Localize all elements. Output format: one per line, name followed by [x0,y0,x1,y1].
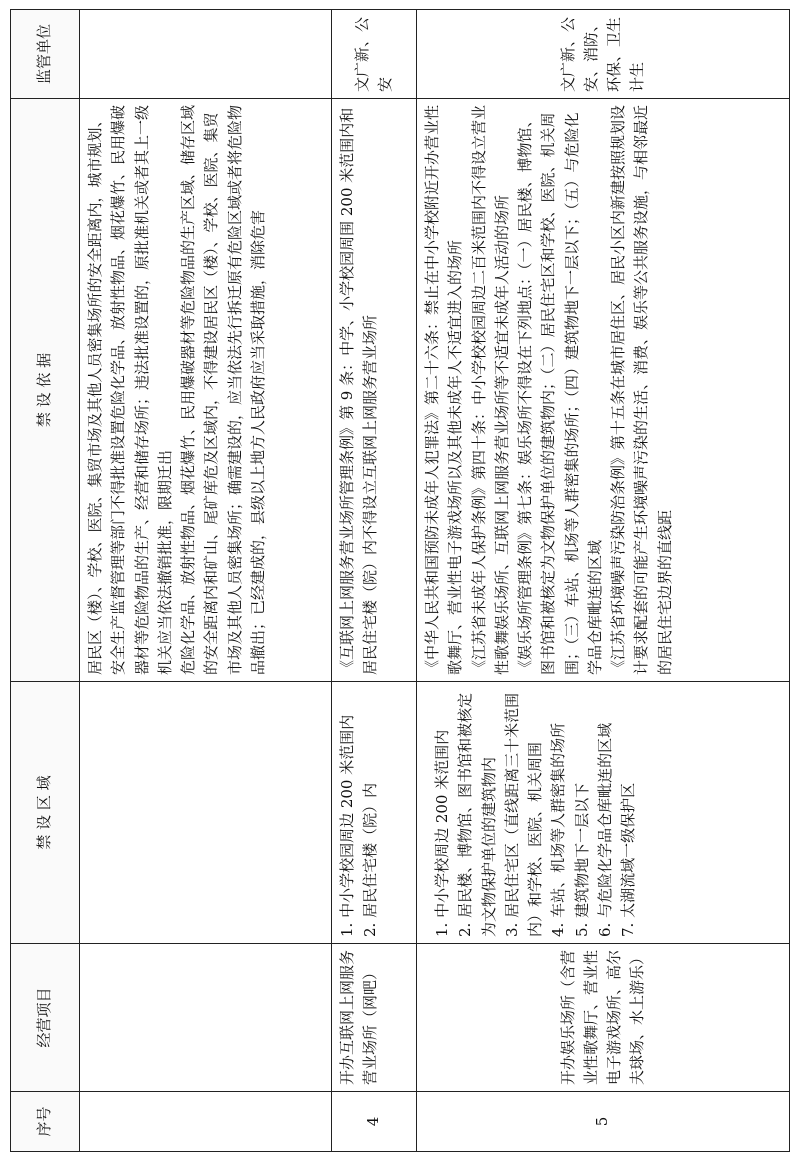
area-item: 1. 中小学校园周边 200 米范围内 [338,714,356,937]
table-row [417,10,790,1152]
basis-paragraph: 《互联网上网服务营业场所管理条例》第 9 条：中学、小学校园周围 200 米范围内和居民住宅楼（院）内不得设立互联网上网服务营业场所 [338,107,380,675]
header-row [11,10,80,1152]
basis-paragraph: 《中华人民共和国预防未成年人犯罪法》第二十六条：禁止在中小学校附近开办营业性歌舞厅、营业性电子游戏场所以及其他未成年人不适宜进入的场所 [423,104,465,675]
basis-paragraph: 《娱乐场所管理条例》第七条：娱乐场所不得设在下列地点：（一）居民楼、博物馆、图书馆和被核定为文物保护单位的建筑物内；（二）居民住宅区和学校、医院、机关周围；（三）车站、机场等人群密集的场所；（四）建筑物地下一层以下；（五）与危险化学品仓库毗连的区域 [516,112,604,675]
area-item: 4. 车站、机场等人群密集的场所 [549,722,568,937]
row-supervisor [80,10,332,99]
header-supervisor: 监管单位 [11,10,80,99]
row-basis [80,99,332,682]
header-no: 序号 [11,1092,80,1152]
area-item: 2. 居民住宅楼（院）内 [361,782,380,937]
row-area [80,682,332,944]
basis-paragraph: 《江苏省环境噪声污染防治条例》第十五条在城市居住区、居民小区内新建按照规划设计要求配套的可能产生环境噪声污染的生活、消费、娱乐等公共服务设施，与相邻最近的居民住宅边界的直线距 [609,104,674,675]
row-area [417,682,790,944]
row-area [332,682,417,944]
row-project: 开办互联网上网服务营业场所（网吧） [332,944,417,1092]
table-row [80,10,332,1152]
row-basis [332,99,417,682]
area-item: 2. 居民楼、博物馆、图书馆和被核定为文物保护单位的建筑物内 [456,692,498,937]
area-item: 7. 太湖流域一级保护区 [619,782,637,937]
row-no: 4 [332,1092,417,1152]
header-area: 禁 设 区 域 [11,682,80,944]
row-no [80,1092,332,1152]
header-basis: 禁 设 依 据 [11,99,80,682]
row-project [80,944,332,1092]
area-item: 5. 建筑物地下一层以下 [572,782,591,937]
area-item: 1. 中小学校周边 200 米范围内 [433,729,451,937]
basis-paragraph: 危险化学品、放射性物品、烟花爆竹、民用爆破器材等危险物品的生产区域、储存区域的安全距离内和矿山、尾矿库危及区域内，不得建设居民区（楼）、学校、医院、集贸市场及其他人员密集场所；确需建设的，应当依法先行拆迁原有危险区域或者将危险物品撤出；已经建成的，县级以上地方人民政府应当采取措施，消除危害 [179,104,267,675]
row-basis [417,99,790,682]
prohibition-table [10,9,790,1152]
header-project: 经营项目 [11,944,80,1092]
area-item: 6. 与危险化学品仓库毗连的区域 [595,722,614,937]
basis-paragraph: 居民区（楼）、学校、医院、集贸市场及其他人员密集场所的安全距离内，城市规划、安全生产监督管理等部门不得批准设置危险化学品、放射性物品、烟花爆竹、民用爆破器材等危险物品的生产、经营和储存场所；违法批准设置的，原批准机关或者其上一级机关应当依法撤销批准，限期迁出 [86,104,174,675]
area-item: 3. 居民住宅区（直线距离三十米范围内）和学校、医院、机关周围 [502,692,544,937]
basis-paragraph: 《江苏省未成年人保护条例》第四十条：中小学校校园周边二百米范围内不得设立营业性歌舞娱乐场所、互联网上网服务营业场所等不适宜未成年人活动的场所 [469,104,511,675]
table-row [332,10,417,1152]
row-project: 开办娱乐场所（含营业性歌舞厅、营业性电子游戏场所、高尔夫球场、水上游乐） [417,944,790,1092]
row-supervisor: 文广新、公安、消防、环保、卫生计生 [417,10,790,99]
row-no: 5 [417,1092,790,1152]
row-supervisor: 文广新、公安 [332,10,417,99]
